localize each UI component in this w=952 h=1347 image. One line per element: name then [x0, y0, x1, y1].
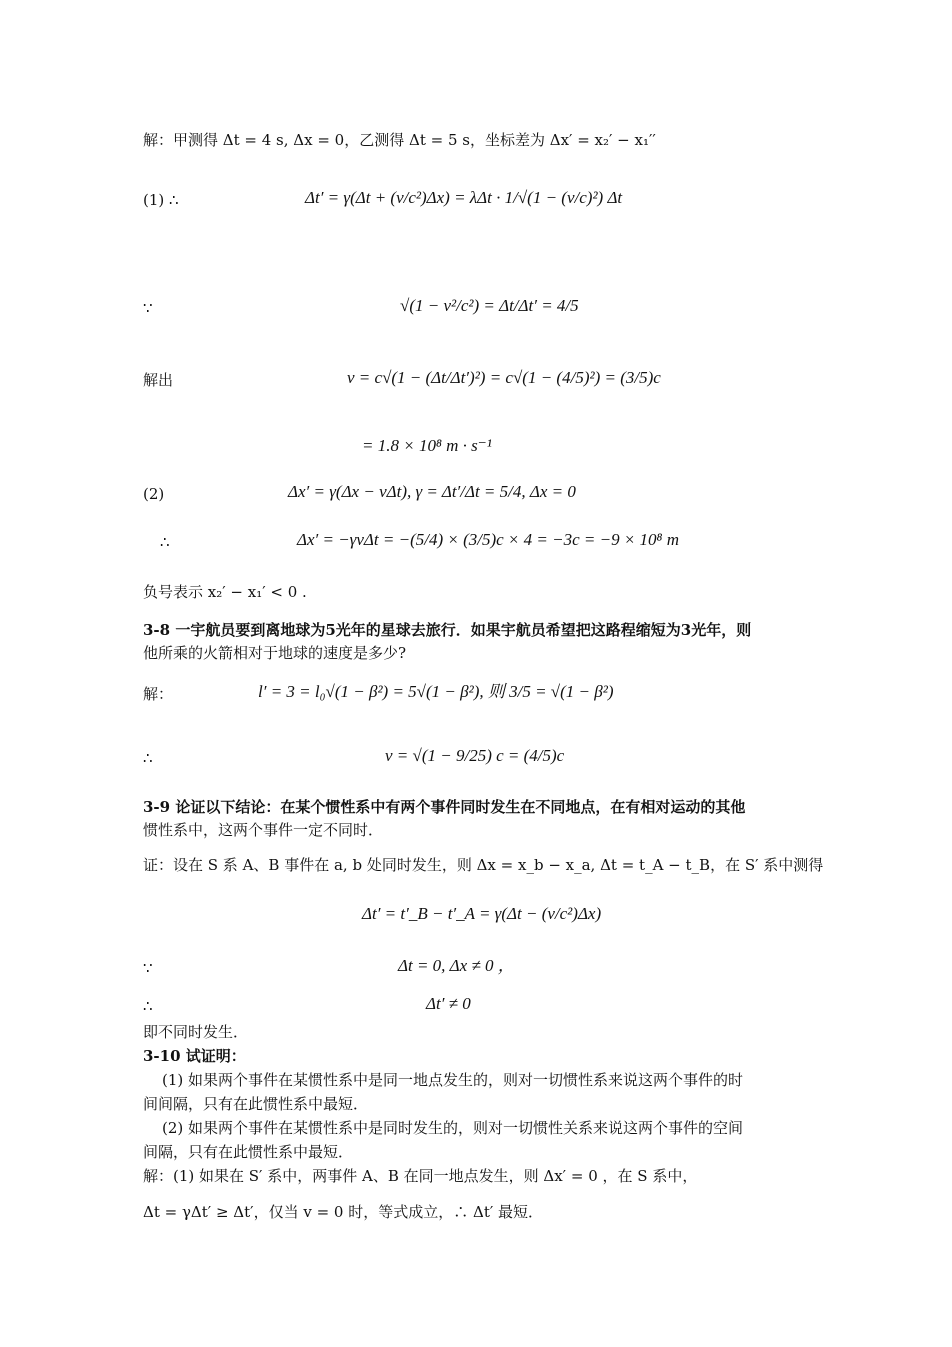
problem-heading: 3-10 试证明：: [143, 1047, 246, 1065]
text-line: (2): [143, 485, 165, 503]
text-line: ∵: [143, 299, 153, 317]
text-line: ∴: [143, 997, 153, 1015]
equation: Δx′ = γ(Δx − vΔt), γ = Δt′/Δt = 5/4, Δx = 0: [288, 482, 576, 501]
text-line: 即不同时发生．: [143, 1023, 249, 1041]
equation: Δt′ ≠ 0: [426, 994, 471, 1013]
text-line: 解：甲测得 Δt = 4 s, Δx = 0，乙测得 Δt = 5 s，坐标差为 Δx′ = x₂′ − x₁′′: [143, 131, 656, 149]
equation: v = √(1 − 9/25) c = (4/5)c: [385, 746, 565, 765]
equation: Δt′ = t′_B − t′_A = γ(Δt − (v/c²)Δx): [362, 904, 602, 923]
equation: √(1 − v²/c²) = Δt/Δt′ = 4/5: [400, 296, 579, 315]
equation: Δt′ = γ(Δt + (v/c²)Δx) = λΔt · 1/√(1 − (v/c)²) Δt: [305, 188, 623, 207]
text-line: (1) 如果两个事件在某惯性系中是同一地点发生的，则对一切惯性系来说这两个事件的时: [162, 1071, 744, 1089]
text-line: 间间隔，只有在此惯性系中最短．: [143, 1095, 369, 1113]
text-line: ∴: [143, 749, 153, 767]
text-line: 负号表示 x₂′ − x₁′ < 0 .: [143, 583, 307, 601]
text-line: (2) 如果两个事件在某惯性系中是同时发生的，则对一切惯性关系来说这两个事件的空间: [162, 1119, 744, 1137]
text-line: 间隔，只有在此惯性系中最短．: [143, 1143, 354, 1161]
problem-heading: 3-9 论证以下结论：在某个惯性系中有两个事件同时发生在不同地点，在有相对运动的其他: [143, 798, 746, 816]
text-line: 解：(1) 如果在 S′ 系中，两事件 A、B 在同一地点发生，则 Δx′ = 0 ，在 S 系中，: [143, 1167, 698, 1185]
text-line: 证：设在 S 系 A、B 事件在 a, b 处同时发生，则 Δx = x_b − x_a, Δt = t_A − t_B，在 S′ 系中测得: [143, 856, 824, 874]
equation: Δt = 0, Δx ≠ 0 ，: [398, 956, 515, 975]
equation: Δx′ = −γvΔt = −(5/4) × (3/5)c × 4 = −3c = −9 × 10⁸ m: [297, 530, 679, 549]
equation: = 1.8 × 10⁸ m · s⁻¹: [362, 436, 492, 455]
text-line: Δt = γΔt′ ≥ Δt′，仅当 v = 0 时，等式成立，∴ Δt′ 最短．: [143, 1203, 544, 1221]
equation: l′ = 3 = l₀√(1 − β²) = 5√(1 − β²), 则 3/5 = √(1 − β²): [258, 682, 614, 701]
text-line: 惯性系中，这两个事件一定不同时．: [143, 821, 384, 839]
text-line: ∴: [160, 533, 170, 551]
text-line: ∵: [143, 959, 153, 977]
problem-heading: 3-8 一宇航员要到离地球为5光年的星球去旅行．如果宇航员希望把这路程缩短为3光年，则: [143, 621, 752, 639]
equation: v = c√(1 − (Δt/Δt′)²) = c√(1 − (4/5)²) = (3/5)c: [347, 368, 661, 387]
text-line: 解：: [143, 685, 174, 703]
text-line: 他所乘的火箭相对于地球的速度是多少?: [143, 644, 407, 662]
text-line: 解出: [143, 371, 174, 389]
text-line: (1) ∴: [143, 191, 179, 209]
